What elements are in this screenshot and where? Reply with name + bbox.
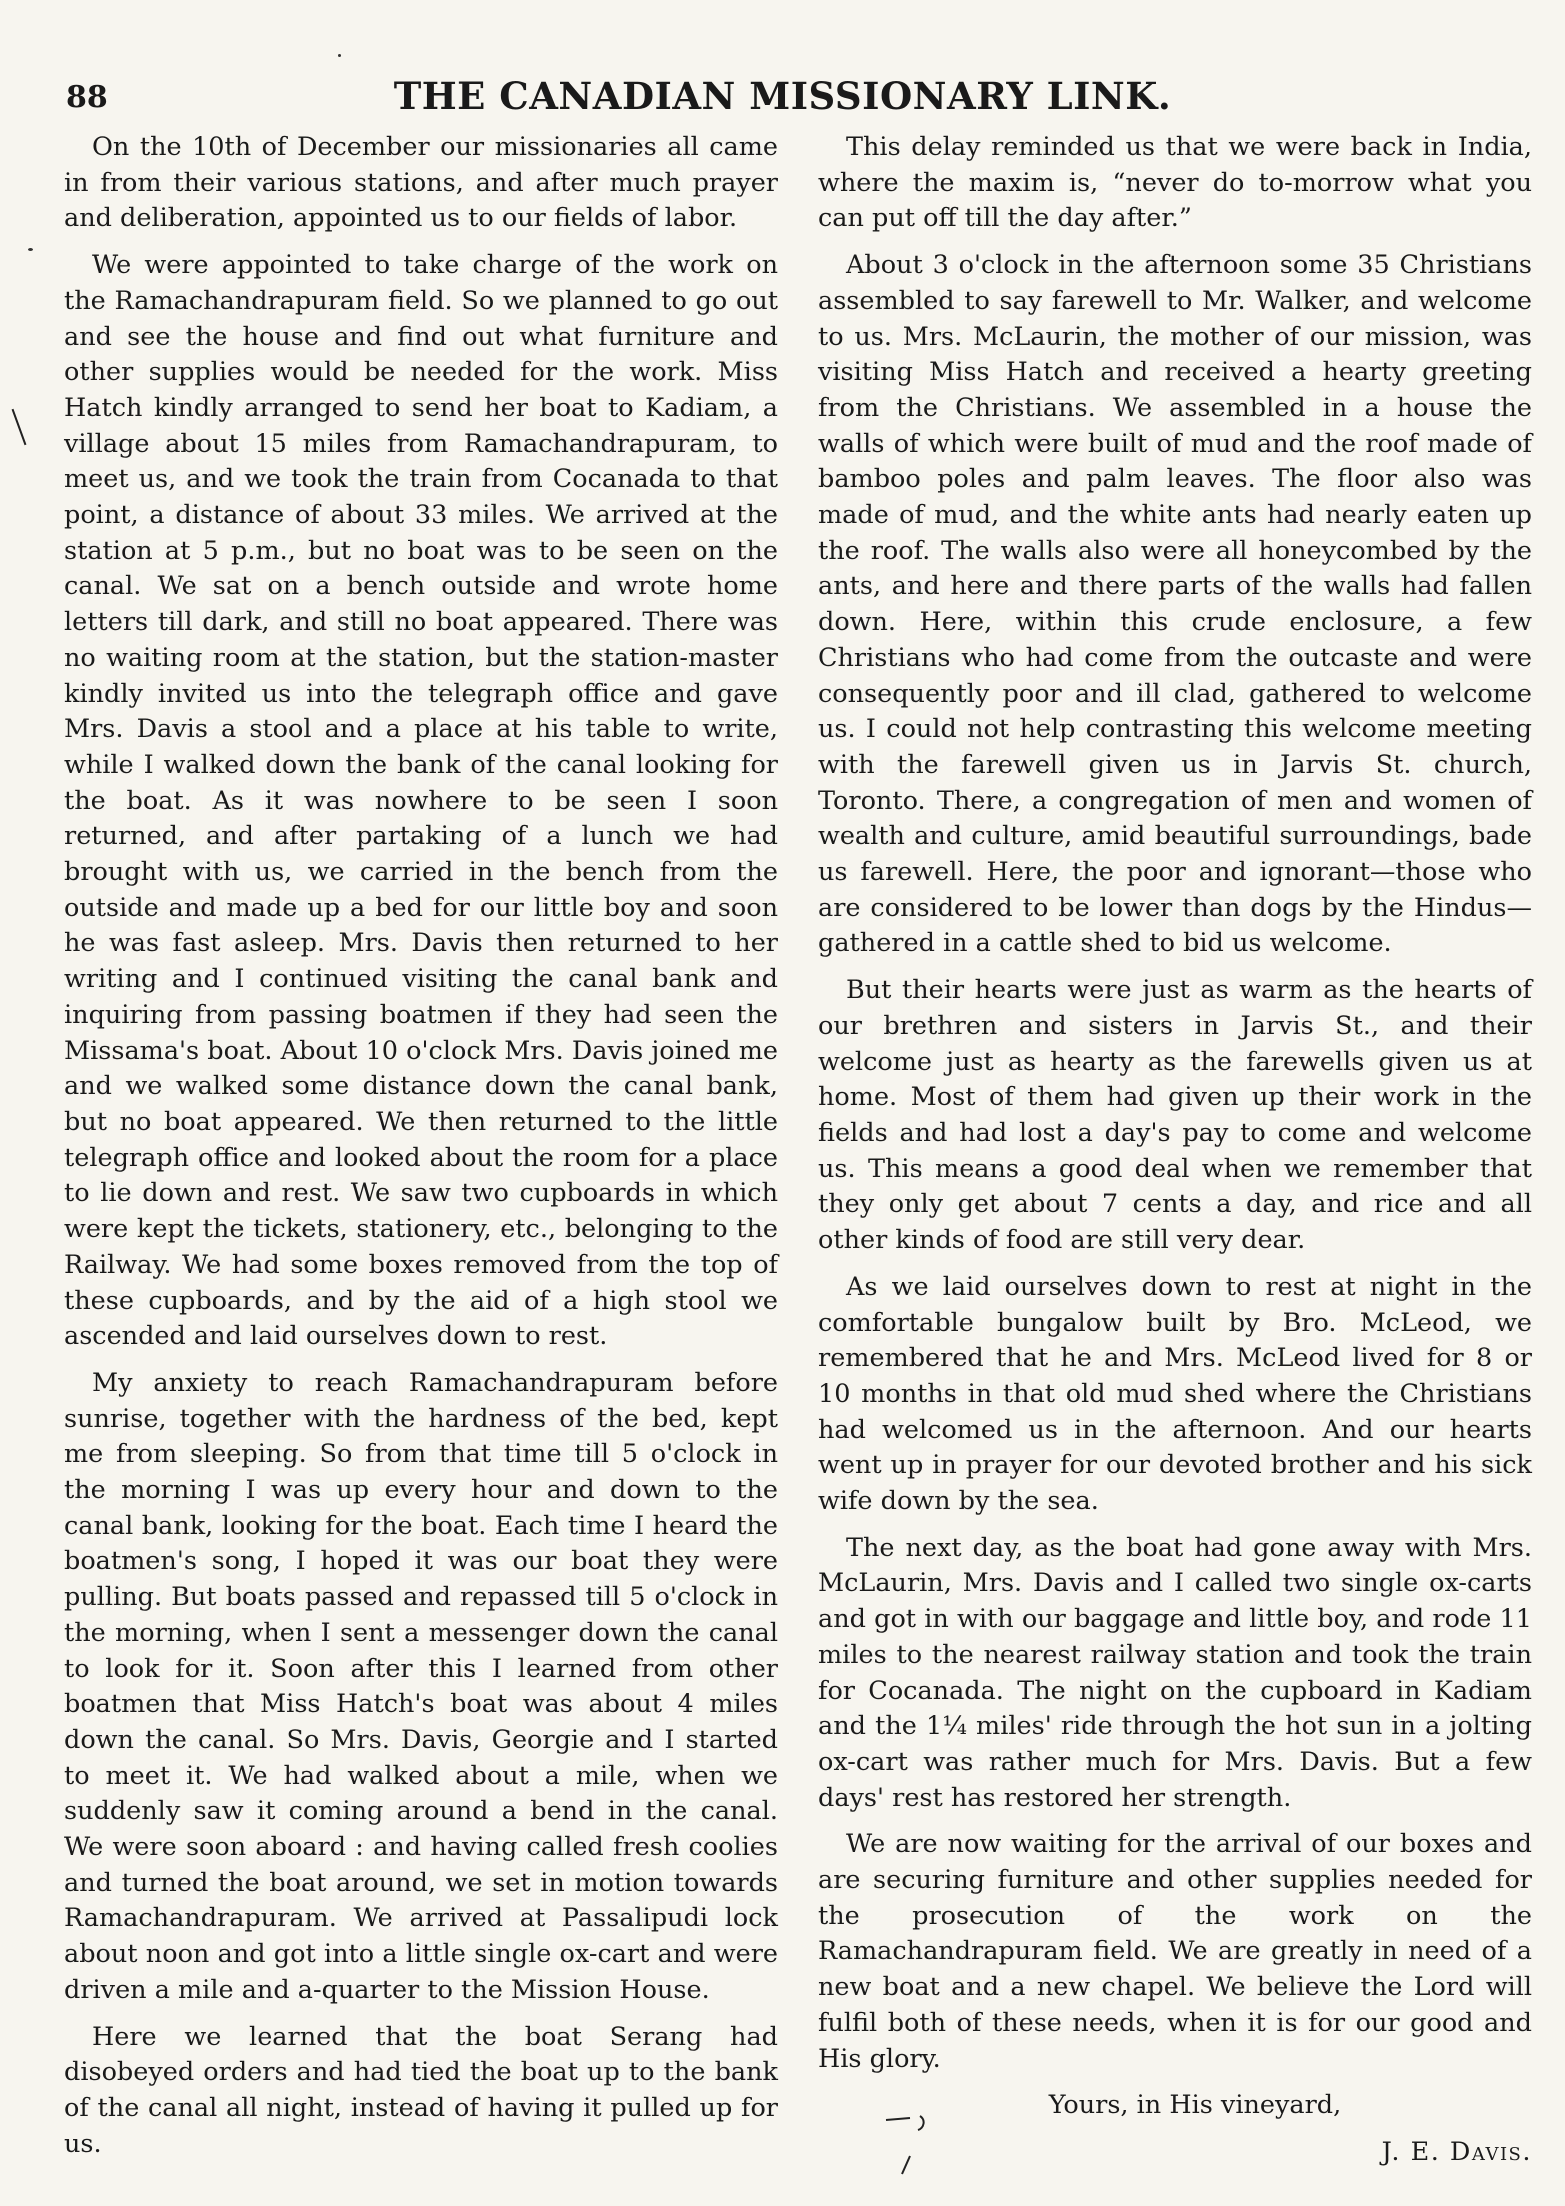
paragraph: This delay reminded us that we were back in India, where the maxim is, “never do to-morrow what you can put off till the day after.”: [818, 132, 1532, 234]
margin-pencil-mark: [12, 409, 27, 445]
paragraph: We are now waiting for the arrival of our boxes and are securing furniture and other supplies needed for the prosecution of the work on the Ramachandrapuram field. We are greatly in need of a new boat and a new chapel. We believe the Lord will fulfil both of these needs, when it is for our good and His glory.: [818, 1829, 1532, 2074]
paragraph: But their hearts were just as warm as the hearts of our brethren and sisters in Jarvis St., and their welcome just as hearty as the farewells given us at home. Most of them had given up their work in the fields and had lost a day's pay to come and welcome us. This means a good deal when we remember that they only get about 7 cents a day, and rice and all other kinds of food are still very dear.: [818, 975, 1532, 1256]
page-number: 88: [66, 80, 108, 115]
paragraph: My anxiety to reach Ramachandrapuram before sunrise, together with the hardness of the bed, kept me from sleeping. So from that time till 5 o'clock in the morning I was up every hour and down to the canal bank, looking for the boat. Each time I heard the boatmen's song, I hoped it was our boat they were pulling. But boats passed and repassed till 5 o'clock in the morning, when I sent a messenger down the canal to look for it. Soon after this I learned from other boatmen that Miss Hatch's boat was about 4 miles down the canal. So Mrs. Davis, Georgie and I started to meet it. We had walked about a mile, when we suddenly saw it coming around a bend in the canal. We were soon aboard : and having called fresh coolies and turned the boat around, we set in motion towards Ramachandrapuram. We arrived at Passalipudi lock about noon and got into a little single ox-cart and were driven a mile and a-quarter to the Mission House.: [64, 1367, 778, 2005]
left-column: [64, 130, 778, 2173]
ink-speck: [338, 54, 341, 57]
ink-speck: [28, 248, 33, 251]
paragraph: Here we learned that the boat Serang had disobeyed orders and had tied the boat up to the bank of the canal all night, instead of having it pulled up for us.: [64, 2021, 778, 2159]
right-column: [818, 130, 1532, 2182]
footer-ink-mark: [880, 2108, 940, 2178]
journal-title: THE CANADIAN MISSIONARY LINK.: [393, 74, 1172, 118]
page-header: [44, 74, 1521, 124]
paragraph: On the 10th of December our missionaries all came in from their various stations, and after much prayer and deliberation, appointed us to our fields of labor.: [64, 132, 778, 234]
letter-closing: Yours, in His vineyard,: [1048, 2090, 1342, 2121]
paragraph: About 3 o'clock in the afternoon some 35 Christians assembled to say farewell to Mr. Walker, and welcome to us. Mrs. McLaurin, the mother of our mission, was visiting Miss Hatch and received a hearty greeting from the Christians. We assembled in a house the walls of which were built of mud and the roof made of bamboo poles and palm leaves. The floor also was made of mud, and the white ants had nearly eaten up the roof. The walls also were all honeycombed by the ants, and here and there parts of the walls had fallen down. Here, within this crude enclosure, a few Christians who had come from the outcaste and were consequently poor and ill clad, gathered to welcome us. I could not help contrasting this welcome meeting with the farewell given us in Jarvis St. church, Toronto. There, a congregation of men and women of wealth and culture, amid beautiful surroundings, bade us farewell. Here, the poor and ignorant—those who are considered to be lower than dogs by the Hindus—gathered in a cattle shed to bid us welcome.: [818, 250, 1532, 959]
paragraph: As we laid ourselves down to rest at night in the comfortable bungalow built by Bro. McLeod, we remembered that he and Mrs. McLeod lived for 8 or 10 months in that old mud shed where the Christians had welcomed us in the afternoon. And our hearts went up in prayer for our devoted brother and his sick wife down by the sea.: [818, 1271, 1532, 1517]
letter-signature: J. E. Davis.: [1381, 2136, 1532, 2167]
paragraph: We were appointed to take charge of the work on the Ramachandrapuram field. So we planned to go out and see the house and find out what furniture and other supplies would be needed for the work. Miss Hatch kindly arranged to send her boat to Kadiam, a village about 15 miles from Ramachandrapuram, to meet us, and we took the train from Cocanada to that point, a distance of about 33 miles. We arrived at the station at 5 p.m., but no boat was to be seen on the canal. We sat on a bench outside and wrote home letters till dark, and still no boat appeared. There was no waiting room at the station, but the station-master kindly invited us into the telegraph office and gave Mrs. Davis a stool and a place at his table to write, while I walked down the bank of the canal looking for the boat. As it was nowhere to be seen I soon returned, and after partaking of a lunch we had brought with us, we carried in the bench from the outside and made up a bed for our little boy and soon he was fast asleep. Mrs. Davis then returned to her writing and I continued visiting the canal bank and inquiring from passing boatmen if they had seen the Missama's boat. About 10 o'clock Mrs. Davis joined me and we walked some distance down the canal bank, but no boat appeared. We then returned to the little telegraph office and looked about the room for a place to lie down and rest. We saw two cupboards in which were kept the tickets, stationery, etc., belonging to the Railway. We had some boxes removed from the top of these cupboards, and by the aid of a high stool we ascended and laid ourselves down to rest.: [64, 250, 778, 1352]
paragraph: The next day, as the boat had gone away with Mrs. McLaurin, Mrs. Davis and I called two single ox-carts and got in with our baggage and little boy, and rode 11 miles to the nearest railway station and took the train for Cocanada. The night on the cupboard in Kadiam and the 1¼ miles' ride through the hot sun in a jolting ox-cart was rather much for Mrs. Davis. But a few days' rest has restored her strength.: [818, 1532, 1532, 1813]
